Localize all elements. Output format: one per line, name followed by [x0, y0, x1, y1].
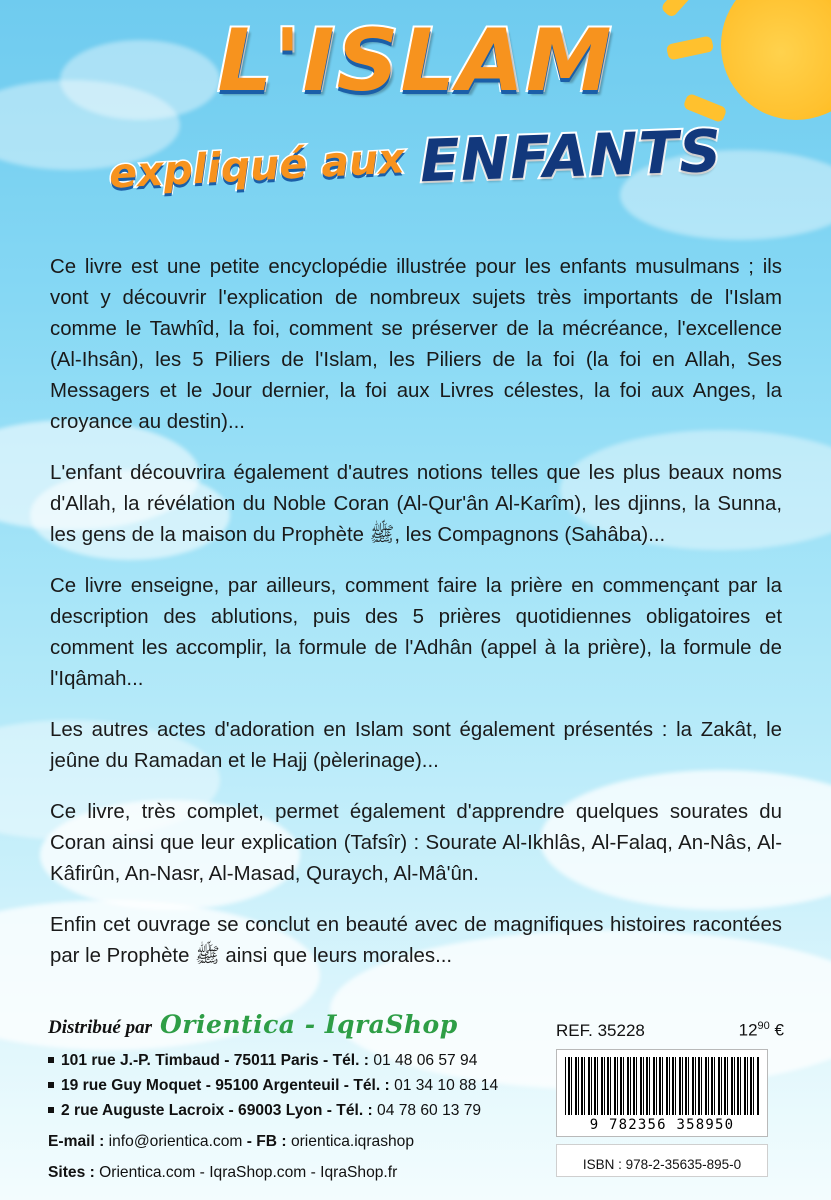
book-subtitle-part2: ENFANTS — [419, 116, 724, 196]
reference-and-price-row — [556, 1020, 784, 1041]
price-currency: € — [774, 1020, 784, 1040]
book-title: L'ISLAM — [217, 11, 614, 111]
reference — [556, 1021, 645, 1041]
tel-label: Tél. : — [353, 1077, 390, 1094]
tel-value: 01 48 06 57 94 — [373, 1052, 478, 1069]
product-info-block — [556, 1020, 784, 1177]
tel-label: Tél. : — [336, 1102, 373, 1119]
distributed-by-label: Distribué par — [48, 1017, 152, 1038]
description-paragraph: Ce livre, très complet, permet également d'apprendre quelques sourates du Coran ainsi que leur explication (Tafsîr) : Sourate Al-Ikhlâs, Al-Falaq, An-Nâs, Al-Kâfirûn, An-Nasr, Al-Masad, Quraych, Al-Mâ'ûn. — [50, 801, 782, 885]
tel-value: 04 78 60 13 79 — [377, 1102, 482, 1119]
cover-title-block — [0, 11, 831, 198]
sites-label: Sites : — [48, 1164, 95, 1181]
separator: - — [246, 1133, 252, 1150]
description-paragraph: Ce livre est une petite encyclopédie illustrée pour les enfants musulmans ; ils vont y découvrir l'explication de nombreux sujets très importants de l'Islam comme le Tawhîd, la foi, comment se préserver de la mécréance, l'excellence (Al-Ihsân), les 5 Piliers de l'Islam, les Piliers de la foi (la foi en Allah, Ses Messagers et le Jour dernier, la foi aux Livres célestes, la foi aux Anges, la croyance au destin)... — [50, 256, 782, 433]
book-subtitle — [0, 116, 831, 198]
address-text: 2 rue Auguste Lacroix - 69003 Lyon - — [61, 1102, 332, 1119]
barcode-number: 9 782356 358950 — [589, 1116, 735, 1133]
facebook-label: FB : — [256, 1133, 287, 1150]
isbn-value: ISBN : 978-2-35635-895-0 — [582, 1156, 742, 1172]
tel-value: 01 34 10 88 14 — [394, 1077, 499, 1094]
isbn-box — [556, 1144, 768, 1177]
email-value[interactable]: info@orientica.com — [108, 1133, 243, 1150]
bullet-icon — [48, 1082, 54, 1088]
description-paragraph: Ce livre enseigne, par ailleurs, comment faire la prière en commençant par la description des ablutions, puis des 5 prières quotidiennes obligatoires et comment les accomplir, la formule de l'Adhân (appel à la prière), la formule de l'Iqâmah... — [50, 575, 782, 690]
tel-label: Tél. : — [332, 1052, 369, 1069]
price-amount: 12 — [738, 1020, 758, 1040]
description-paragraph: Les autres actes d'adoration en Islam sont également présentés : la Zakât, le jeûne du Ramadan et le Hajj (pèlerinage)... — [50, 719, 782, 772]
bullet-icon — [48, 1057, 54, 1063]
distributor-name: Orientica - IqraShop — [160, 1010, 458, 1039]
reference-value: 35228 — [597, 1020, 645, 1040]
sites-value[interactable]: Orientica.com - IqraShop.com - IqraShop.fr — [99, 1164, 398, 1181]
barcode — [556, 1049, 768, 1137]
barcode-bars — [565, 1057, 759, 1115]
reference-label: REF. — [556, 1020, 593, 1040]
facebook-value[interactable]: orientica.iqrashop — [290, 1133, 415, 1150]
address-text: 101 rue J.-P. Timbaud - 75011 Paris - — [61, 1052, 329, 1069]
bullet-icon — [48, 1107, 54, 1113]
back-cover-description — [50, 252, 782, 972]
book-subtitle-part1: expliqué aux — [107, 134, 406, 198]
address-text: 19 rue Guy Moquet - 95100 Argenteuil - — [61, 1077, 349, 1094]
description-paragraph: L'enfant découvrira également d'autres notions telles que les plus beaux noms d'Allah, la révélation du Noble Coran (Al-Qur'ân Al-Karîm), les djinns, la Sunna, les gens de la maison du Prophète ﷺ, les Compagnons (Sahâba)... — [50, 462, 782, 546]
email-label: E-mail : — [48, 1133, 105, 1150]
description-paragraph: Enfin cet ouvrage se conclut en beauté avec de magnifiques histoires racontées par le Prophète ﷺ ainsi que leurs morales... — [50, 914, 782, 967]
price-cents: 90 — [757, 1020, 770, 1032]
price — [739, 1020, 784, 1041]
